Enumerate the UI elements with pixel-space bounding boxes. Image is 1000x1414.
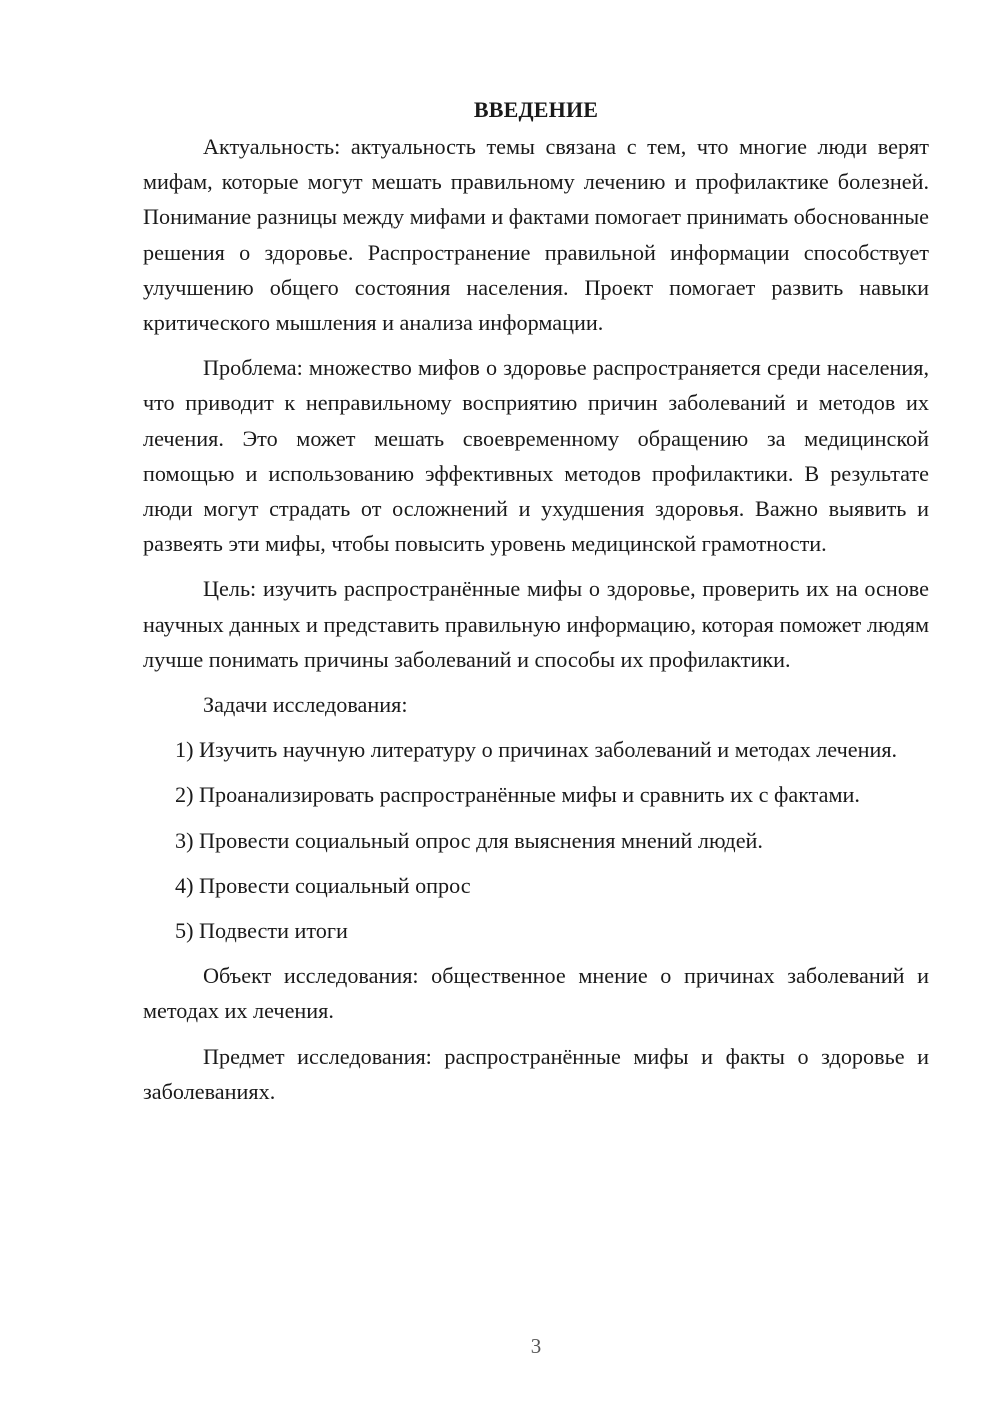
problem-paragraph: Проблема: множество мифов о здоровье распространяется среди населения, что приводит к неправильному восприятию причин заболеваний и методов их лечения. Это может мешать своевременному обращению за медицинской помощью и использованию эффективных методов профилактики. В результате люди могут страдать от осложнений и ухудшения здоровья. Важно выявить и развеять эти мифы, чтобы повысить уровень медицинской грамотности. bbox=[143, 355, 929, 557]
tasks-heading: Задачи исследования: bbox=[203, 692, 408, 718]
object-paragraph: Объект исследования: общественное мнение о причинах заболеваний и методах их лечения. bbox=[143, 963, 929, 1024]
tasks-list bbox=[143, 732, 929, 948]
subject-paragraph: Предмет исследования: распространённые мифы и факты о здоровье и заболеваниях. bbox=[143, 1043, 929, 1104]
document-page bbox=[143, 92, 929, 1119]
list-item: 2) Проанализировать распространённые мифы и сравнить их с фактами. bbox=[175, 782, 860, 808]
list-item: 1) Изучить научную литературу о причинах заболеваний и методах лечения. bbox=[175, 737, 898, 763]
relevance-paragraph: Актуальность: актуальность темы связана с тем, что многие люди верят мифам, которые могут мешать правильному лечению и профилактике болезней. Понимание разницы между мифами и фактами помогает принимать обоснованные решения о здоровье. Распространение правильной информации способствует улучшению общего состояния населения. Проект помогает развить навыки критического мышления и анализа информации. bbox=[143, 134, 929, 336]
goal-paragraph: Цель: изучить распространённые мифы о здоровье, проверить их на основе научных данных и представить правильную информацию, которая поможет людям лучше понимать причины заболеваний и способы их профилактики. bbox=[143, 576, 929, 672]
list-item: 5) Подвести итоги bbox=[175, 918, 348, 944]
page-number: 3 bbox=[530, 1334, 542, 1358]
list-item: 4) Провести социальный опрос bbox=[175, 872, 471, 898]
section-title: ВВЕДЕНИЕ bbox=[473, 97, 599, 122]
list-item: 3) Провести социальный опрос для выяснения мнений людей. bbox=[175, 827, 763, 853]
